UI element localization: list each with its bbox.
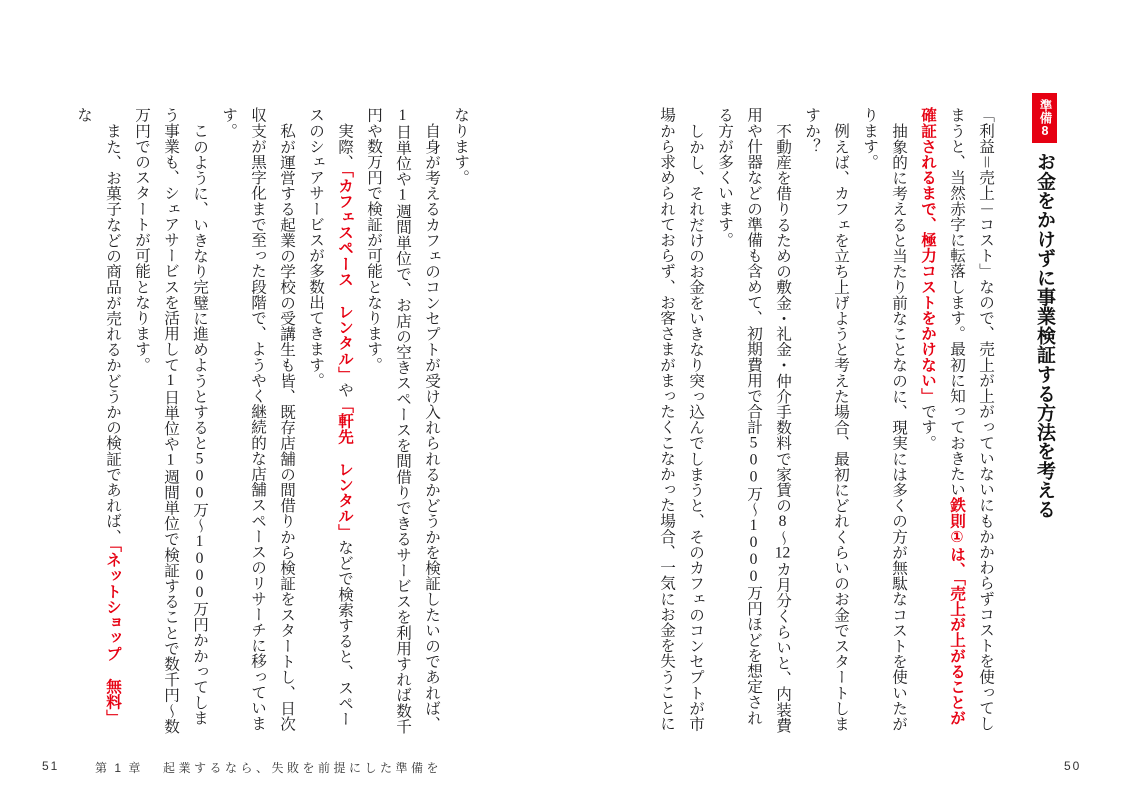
page-number-left: 51 xyxy=(42,759,60,773)
body-text: カ月分くらいと、内装費用や什器などの準備も含めて、初期費用で合計500万～1000万円ほどを想定される方が多くいます。 xyxy=(716,107,791,733)
body-text: なります。 xyxy=(452,107,469,185)
paragraph xyxy=(855,107,913,735)
paragraph xyxy=(359,107,446,735)
body-text: このように、いきなり完璧に進めようとすると500万～1000万円かかってしまう事業も、シェアサービスを活用して1日単位や1週間単位で検証することで数千円～数万円でのスタートが可能となります。 xyxy=(133,107,208,734)
body-text-right xyxy=(652,107,1000,735)
section-badge: 準備8 xyxy=(1032,93,1057,143)
emphasis-red-text: 「カフェスペース レンタル」 xyxy=(336,169,353,382)
chapter-title: 起業するなら、失敗を前提にした準備を xyxy=(163,761,443,775)
section-title: お金をかけずに事業検証する方法を考える xyxy=(1034,152,1055,519)
body-text: 「利益＝売上－コスト」なので、売上が上がっていないにもかかわらずコストを使ってしまうと、当然赤字に転落します。最初に知っておきたい xyxy=(948,107,994,731)
emphasis-red-text: 鉄則①は、「売上が上がることが確証されるまで、極力コストをかけない」 xyxy=(919,107,965,726)
body-text: です。 xyxy=(919,403,936,451)
paragraph xyxy=(446,107,475,735)
paragraph xyxy=(69,107,127,735)
paragraph xyxy=(214,107,301,735)
emphasis-red-text: 「ネットショップ 無料」 xyxy=(104,543,121,725)
body-text: 12 xyxy=(774,545,791,561)
body-text: な xyxy=(75,107,92,123)
body-text: 抽象的に考えると当たり前なことなのに、現実には多くの方が無駄なコストを使いたがります。 xyxy=(861,107,907,731)
body-text: や xyxy=(336,381,353,398)
body-text: 私が運営する起業の学校の受講生も皆、既存店舗の間借りから検証をスタートし、日次収支が黒字化まで至った段階で、ようやく継続的な店舗スペースのリサーチに移っています。 xyxy=(220,107,295,731)
body-text: 自身が考えるカフェのコンセプトが受け入れられるかどうかを検証したいのであれば、1日単位や1週間単位で、お店の空きスペースを間借りできるサービスを利用すれば数千円や数万円で検証が可能となります。 xyxy=(365,107,440,734)
body-text: 実際、 xyxy=(336,122,353,170)
paragraph xyxy=(797,107,855,735)
body-text: 不動産を借りるための敷金・礼金・仲介手数料で家賃の8～ xyxy=(774,122,791,546)
body-text: しかし、それだけのお金をいきなり突っ込んでしまうと、そのカフェのコンセプトが市場から求められておらず、お客さまがまったくこなかった場合、一気にお金を失うことに xyxy=(658,107,704,731)
emphasis-red-text: 「軒先 レンタル」 xyxy=(336,397,353,539)
body-text: などで検索すると、スペースのシェアサービスが多数出てきます。 xyxy=(307,107,353,727)
paragraph xyxy=(913,107,1000,735)
page-number-right: 50 xyxy=(1064,759,1082,773)
paragraph xyxy=(710,107,797,735)
paragraph xyxy=(127,107,214,735)
paragraph xyxy=(652,107,710,735)
paragraph xyxy=(301,107,359,735)
chapter-label: 第 1 章 xyxy=(95,761,143,775)
body-text: 例えば、カフェを立ち上げようと考えた場合、最初にどれくらいのお金でスタートしますか？ xyxy=(803,107,849,731)
body-text-left xyxy=(75,107,475,735)
body-text: また、お菓子などの商品が売れるかどうかの検証であれば、 xyxy=(104,122,121,544)
